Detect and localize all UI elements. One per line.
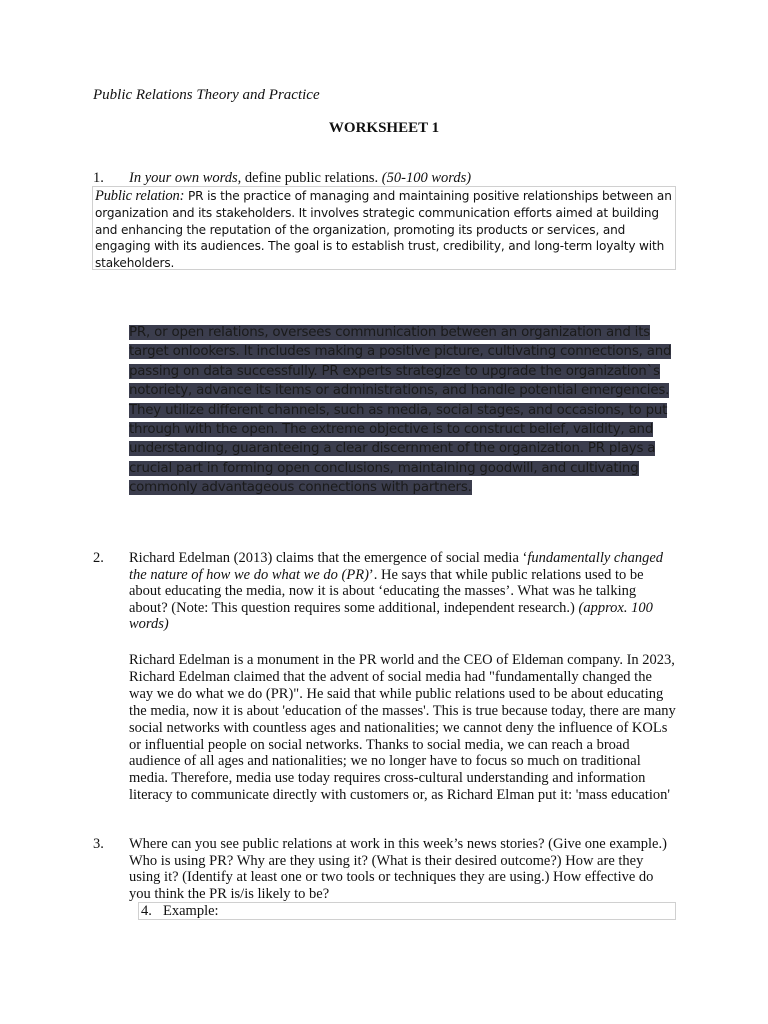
highlighted-paragraph[interactable] [129, 323, 677, 498]
q1-word-count: (50-100 words) [381, 170, 472, 186]
answer-1-text: PR is the practice of managing and maintaining positive relationships between an organization and its stakeholders. It involves strategic communication efforts aimed at building and enhancing the reputation of the organization, promoting its products or services, and engaging with its audiences. The goal is to establish trust, credibility, and long-term loyalty with stakeholders. [95, 189, 672, 271]
worksheet-title: WORKSHEET 1 [328, 120, 440, 136]
question-1-prompt [129, 170, 471, 187]
question-1-number: 1. [93, 170, 104, 186]
example-textbox[interactable] [138, 902, 676, 920]
q2-quote: fundamentally changed the nature of how we do what we do (PR) [129, 550, 664, 583]
q2-part2: ’. He says that while public relations used to be about educating the media, now it is about ‘educating the masses’. What was he talking about? (Note: This question requires some additional, independent research.) [129, 566, 644, 616]
item-4-label: Example: [163, 903, 219, 919]
question-2-prompt [129, 550, 677, 633]
answer-2-text: Richard Edelman is a monument in the PR world and the CEO of Eldeman company. In 2023, Richard Edelman claimed that the advent of social media had "fundamentally changed the way we do what we do (PR)". He said that while public relations used to be about educating the media, now it is about 'education of the masses'. This is true because today, there are many social networks with countless ages and nationalities; we cannot deny the influence of KOLs or influential people on social networks. Thanks to social media, we can reach a broad audience of all ages and nationalities; we no longer have to focus so much on traditional media. Therefore, media use today requires cross-cultural understanding and information literacy to communicate directly with customers or, as Richard Elman put it: 'mass education' [129, 652, 676, 804]
item-4-number: 4. [141, 903, 152, 919]
question-2-number: 2. [93, 550, 104, 566]
q2-part1: Richard Edelman (2013) claims that the emergence of social media ‘ [129, 550, 528, 566]
answer-1-textbox[interactable] [92, 186, 676, 270]
answer-1-label: Public relation: [95, 188, 185, 204]
question-3-prompt: Where can you see public relations at work in this week’s news stories? (Give one example.) Who is using PR? Why are they using it? (What is their desired outcome?) How are they using it? (Identify at least one or two tools or techniques they are using.) How effective do you think the PR is/is likely to be? [129, 836, 667, 902]
highlighted-text: PR, or open relations, oversees communication between an organization and its target onlookers. It includes making a positive picture, cultivating connections, and passing on data successfully. PR experts strategize to upgrade the organization`s notoriety, advance its items or administrations, and handle potential emergencies. They utilize different channels, such as media, social stages, and occasions, to put through with the open. The extreme objective is to construct belief, validity, and understanding, guaranteeing a clear discernment of the organization. PR plays a crucial part in forming open conclusions, maintaining goodwill, and cultivating commonly advantageous connections with partners. [129, 325, 672, 496]
question-3-number: 3. [93, 836, 104, 852]
q2-word-count: (approx. 100 words) [129, 599, 653, 632]
course-title: Public Relations Theory and Practice [93, 87, 320, 103]
q1-prompt-italic: In your own words [129, 170, 238, 186]
q1-prompt-plain: , define public relations. [237, 170, 382, 186]
